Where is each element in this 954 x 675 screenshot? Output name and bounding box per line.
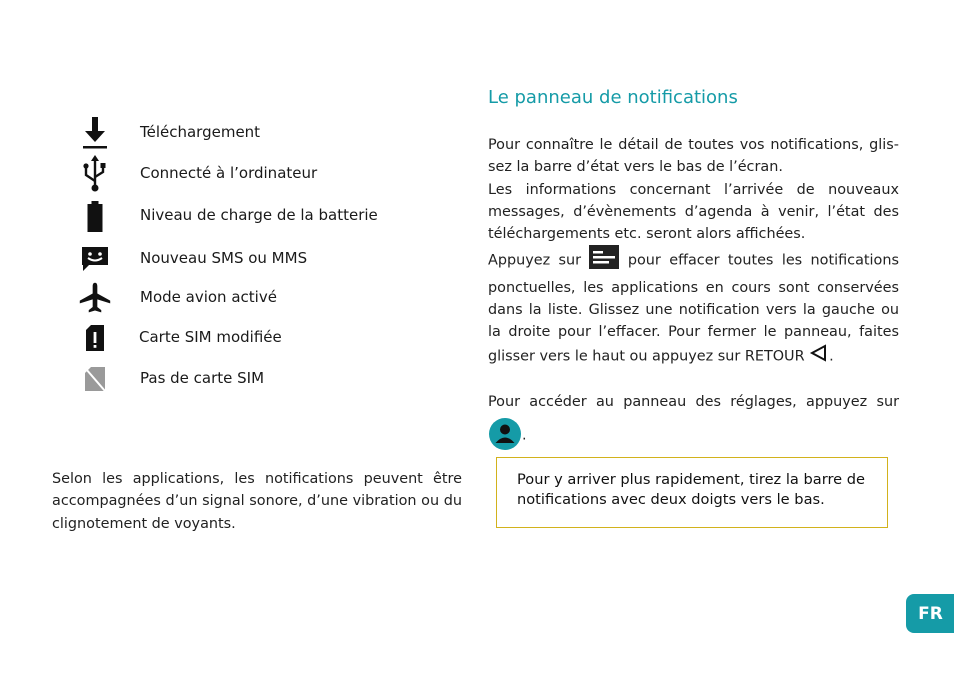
status-label: Connecté à l’ordinateur bbox=[140, 164, 318, 182]
paragraph-3-start: Appuyez sur bbox=[488, 253, 582, 270]
language-badge: FR bbox=[906, 594, 954, 633]
status-label: Mode avion activé bbox=[140, 288, 277, 306]
status-item-battery bbox=[78, 198, 458, 234]
message-icon bbox=[78, 241, 112, 277]
status-label: Pas de carte SIM bbox=[140, 369, 265, 387]
status-label: Niveau de charge de la batterie bbox=[140, 206, 378, 224]
status-item-no-sim bbox=[78, 361, 458, 397]
paragraph-1: Pour connaître le détail de toutes vos notifications, glis- sez la barre d’état vers le bas de l’écran. bbox=[488, 137, 899, 176]
paragraph-3-end: . bbox=[829, 348, 834, 365]
paragraph-2: Les informations concernant l’arrivée de nouveaux messages, d’évènements d’agenda à venir, l’état des téléchargements etc. seront alors affichées. bbox=[488, 181, 899, 243]
status-item-sim-changed bbox=[78, 320, 458, 356]
section-title: Le panneau de notifications bbox=[488, 87, 738, 108]
status-label: Carte SIM modifiée bbox=[139, 328, 282, 346]
usb-icon bbox=[78, 156, 112, 192]
airplane-icon bbox=[78, 280, 112, 316]
download-icon bbox=[78, 115, 112, 151]
no-sim-icon bbox=[78, 361, 112, 397]
status-item-download bbox=[78, 115, 458, 151]
status-item-message bbox=[78, 241, 458, 277]
tip-box: Pour y arriver plus rapidement, tirez la barre de notifications avec deux doigts vers le bas. bbox=[496, 457, 888, 528]
user-settings-icon bbox=[488, 417, 522, 458]
back-icon bbox=[809, 344, 829, 369]
status-label: Nouveau SMS ou MMS bbox=[140, 249, 308, 267]
clear-all-icon bbox=[589, 245, 619, 276]
paragraph-3 bbox=[488, 245, 899, 368]
paragraph-4 bbox=[488, 391, 899, 459]
paragraph-4-text: Pour accéder au panneau des réglages, appuyez sur bbox=[488, 393, 899, 410]
sim-alert-icon bbox=[78, 320, 112, 356]
status-item-airplane bbox=[78, 280, 458, 316]
notification-sound-paragraph: Selon les applications, les notifications peuvent être accompagnées d’un signal sonore, d’une vibration ou du clignotement de voyants. bbox=[52, 471, 462, 532]
notification-panel-text bbox=[488, 134, 899, 459]
status-item-usb bbox=[78, 156, 458, 192]
status-label: Téléchargement bbox=[140, 123, 261, 141]
paragraph-3-middle: pour effacer toutes les notifications ponctuelles, les applications en cours sont conservées dans la liste. Glissez une notification vers la gauche ou la droite pour l’effacer. Pour fermer le panneau, faites glisser vers le haut ou appuyez sur RETOUR bbox=[488, 253, 899, 365]
paragraph-4-end: . bbox=[522, 427, 527, 444]
battery-icon bbox=[78, 198, 112, 234]
